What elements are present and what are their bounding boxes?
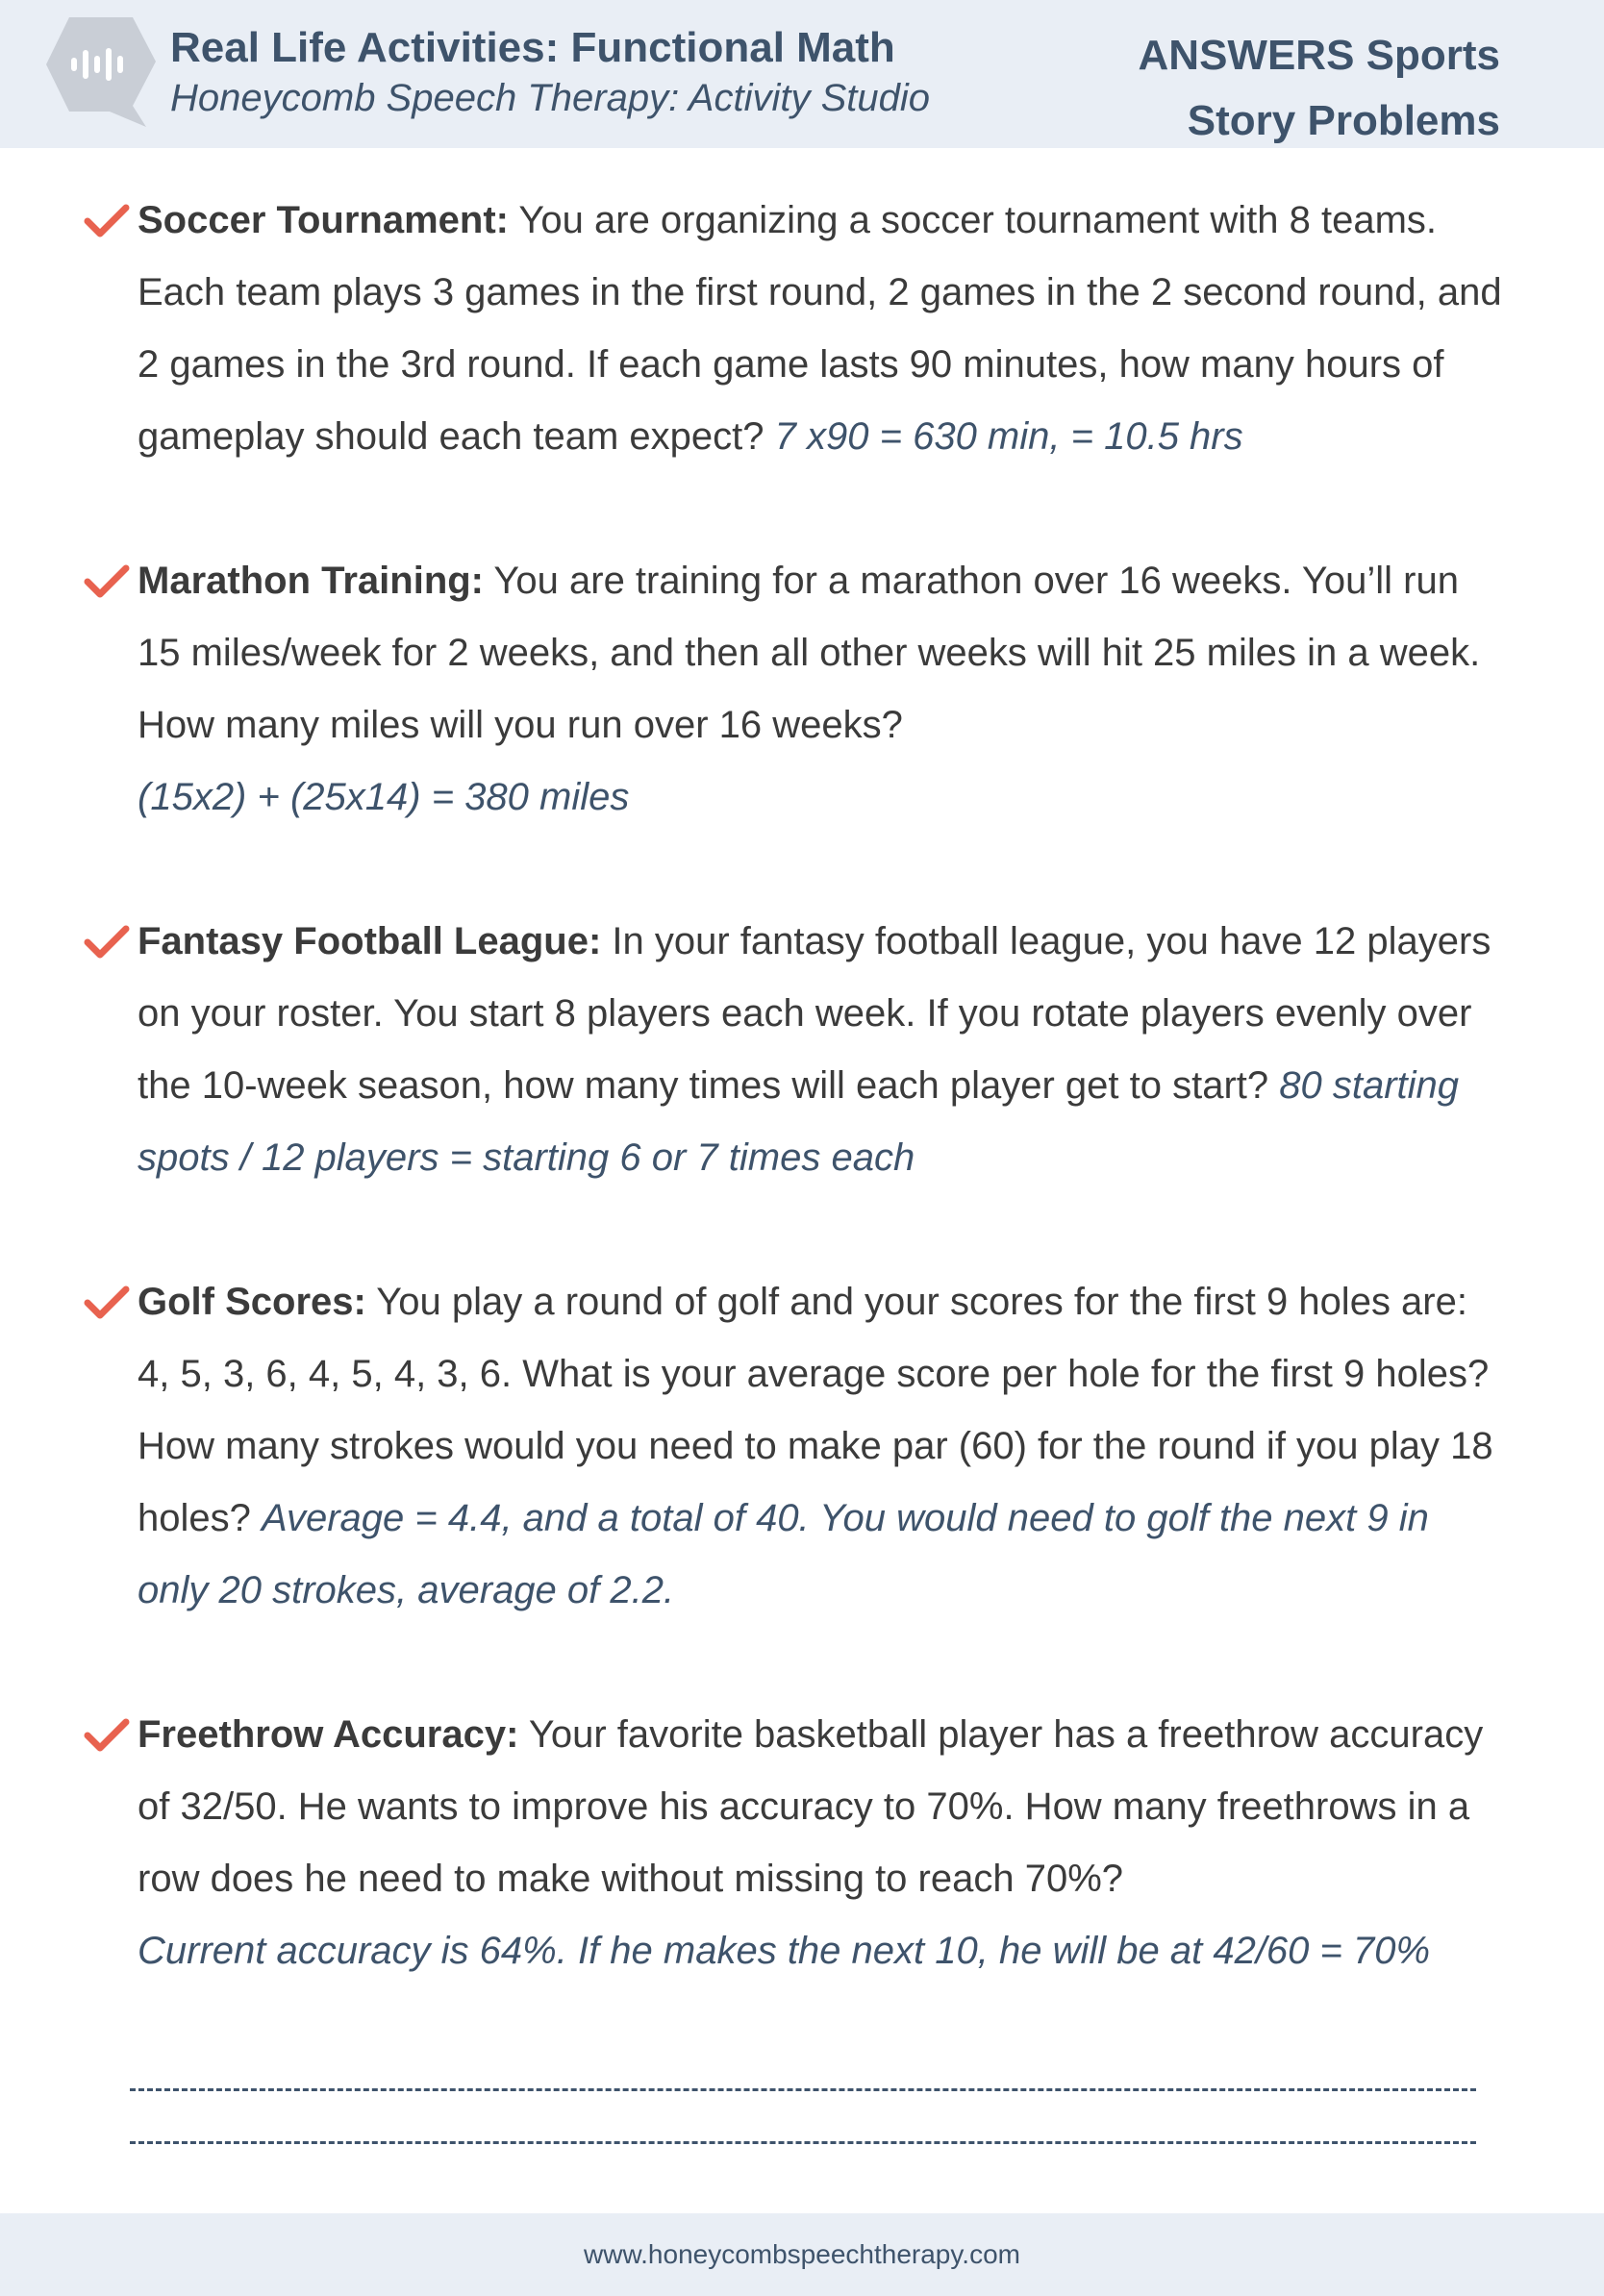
header-left — [170, 21, 930, 121]
problem-golf-scores — [138, 1266, 1503, 1627]
problem-label: Freethrow Accuracy: — [138, 1713, 519, 1756]
problem-label: Golf Scores: — [138, 1281, 366, 1323]
problem-text: Your favorite basketball player has a freethrow accuracy of 32/50. He wants to improve his accuracy to 70%. How many freethrows in a row does he need to make without missing to reach 70%? — [138, 1713, 1484, 1900]
worksheet-subtitle: Honeycomb Speech Therapy: Activity Studio — [170, 77, 931, 119]
page-header — [0, 0, 1604, 148]
problem-text: You are organizing a soccer tournament with 8 teams. Each team plays 3 games in the first round, 2 games in the 2 second round, and 2 games in the 3rd round. If each game lasts 90 minutes, how many hours of gameplay should each team expect? — [138, 199, 1502, 458]
writing-line — [130, 2141, 1476, 2144]
problem-label: Fantasy Football League: — [138, 920, 602, 962]
problem-soccer-tournament — [138, 185, 1503, 473]
checkmark-icon — [84, 923, 130, 961]
answers-heading-line2: Story Problems — [1187, 97, 1500, 144]
problem-answer: 7 x90 = 630 min, = 10.5 hrs — [774, 415, 1243, 458]
checkmark-icon — [84, 1716, 130, 1755]
problem-answer: 80 starting spots / 12 players = starting 6 or 7 times each — [138, 1064, 1460, 1179]
worksheet-title: Real Life Activities: Functional Math — [170, 24, 895, 71]
footer-url: www.honeycombspeechtherapy.com — [584, 2239, 1020, 2269]
problem-answer: Current accuracy is 64%. If he makes the next 10, he will be at 42/60 = 70% — [138, 1930, 1431, 1972]
problem-label: Marathon Training: — [138, 560, 484, 602]
problem-fantasy-football — [138, 906, 1503, 1194]
checkmark-icon — [84, 1284, 130, 1322]
problem-text: You play a round of golf and your scores for the first 9 holes are: 4, 5, 3, 6, 4, 5, 4, 3, 6. What is your average score per hole for the first 9 holes? How many strokes would you need to make par (60) for the round if you play 18 holes? — [138, 1281, 1493, 1539]
problem-label: Soccer Tournament: — [138, 199, 509, 241]
problem-answer: (15x2) + (25x14) = 380 miles — [138, 776, 630, 818]
header-right — [1139, 23, 1500, 154]
problem-freethrow-accuracy — [138, 1699, 1503, 1987]
page-footer — [0, 2213, 1604, 2296]
checkmark-icon — [84, 562, 130, 601]
honeycomb-speech-bubble-logo-icon — [38, 13, 163, 131]
problem-answer: Average = 4.4, and a total of 40. You would need to golf the next 9 in only 20 strokes, average of 2.2. — [138, 1497, 1429, 1611]
checkmark-icon — [84, 202, 130, 240]
problem-text: In your fantasy football league, you have 12 players on your roster. You start 8 players each week. If you rotate players evenly over the 10-week season, how many times will each player get to start? — [138, 920, 1491, 1107]
writing-line — [130, 2088, 1476, 2091]
problem-text: You are training for a marathon over 16 weeks. You’ll run 15 miles/week for 2 weeks, and then all other weeks will hit 25 miles in a week. How many miles will you run over 16 weeks? — [138, 560, 1481, 746]
answers-heading-line1: ANSWERS Sports — [1138, 32, 1500, 79]
problem-marathon-training — [138, 545, 1503, 834]
